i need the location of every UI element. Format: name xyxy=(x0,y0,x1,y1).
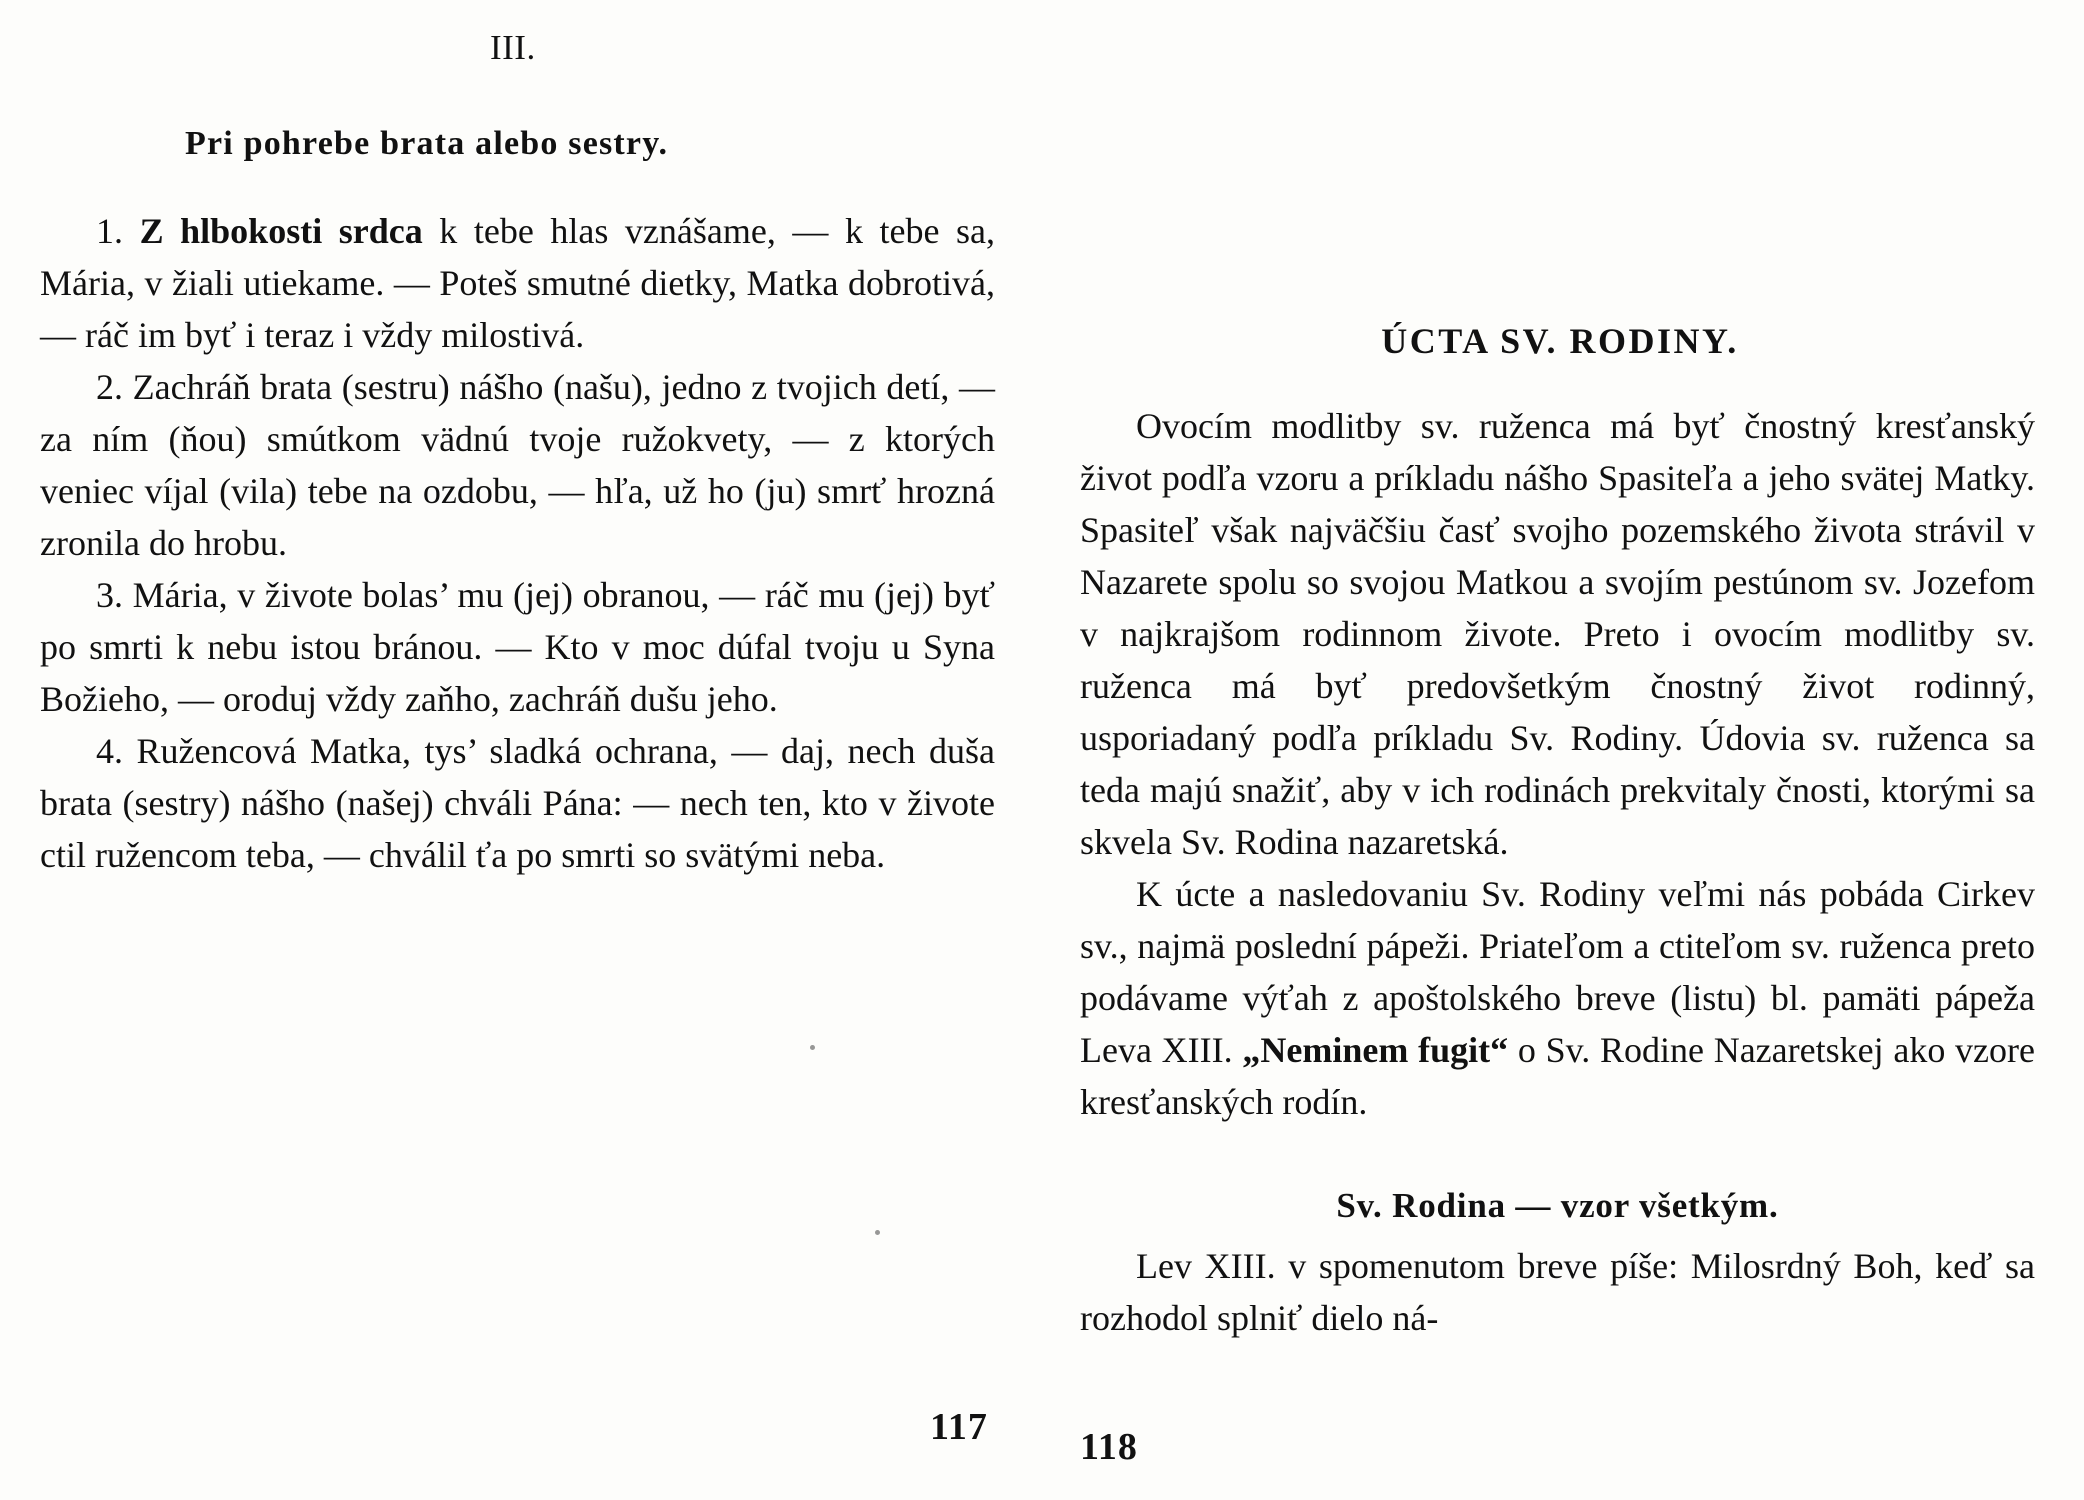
folio-right: 118 xyxy=(1080,1426,1138,1468)
emphasised-phrase: „Neminem fugit“ xyxy=(1242,1030,1509,1070)
paragraph: 1. Z hlbokosti srdca k tebe hlas vznášame, — k tebe sa, Mária, v žiali utiekame. — Poteš smutné dietky, Matka dobrotivá, — ráč im byť i teraz i vždy milostivá. xyxy=(40,211,996,355)
left-page-body xyxy=(40,205,995,881)
right-page-body-continued xyxy=(1080,1168,2035,1344)
right-page-subheading: Sv. Rodina — vzor všetkým. xyxy=(1336,1186,1779,1225)
emphasised-phrase: Z hlbokosti srdca xyxy=(139,211,423,251)
paragraph: 3. Mária, v živote bolas’ mu (jej) obranou, — ráč mu (jej) byť po smrti k nebu istou bránou. — Kto v moc dúfal tvoju u Syna Božieho, — oroduj vždy zaňho, zachráň dušu jeho. xyxy=(40,575,995,719)
right-page-body xyxy=(1080,400,2035,1128)
page-speck xyxy=(875,1230,880,1235)
paragraph: K úcte a nasledovaniu Sv. Rodiny veľmi nás pobáda Cirkev sv., najmä poslední pápeži. Priateľom a ctiteľom sv. ruženca preto podávame výťah z apoštolského breve (listu) bl. pamäti pápeža Leva XIII. „Neminem fugit“ o Sv. Rodine Nazaretskej ako vzore kresťanských rodín. xyxy=(1080,874,2035,1122)
paragraph: Lev XIII. v spomenutom breve píše: Milosrdný Boh, keď sa rozhodol splniť dielo ná- xyxy=(1080,1246,2035,1338)
folio-left: 117 xyxy=(930,1406,988,1448)
right-page-title: ÚCTA SV. RODINY. xyxy=(1381,321,1739,361)
left-page-column xyxy=(40,0,1000,1500)
paragraph: 2. Zachráň brata (sestru) nášho (našu), jedno z tvojich detí, — za ním (ňou) smútkom vädnú tvoje ružokvety, — z ktorých veniec víjal (vila) tebe na ozdobu, — hľa, už ho (ju) smrť hrozná zronila do hrobu. xyxy=(40,367,995,563)
section-number: III. xyxy=(490,28,536,67)
paragraph: Ovocím modlitby sv. ruženca má byť čnostný kresťanský život podľa vzoru a príkladu nášho Spasiteľa a jeho svätej Matky. Spasiteľ však najväčšiu časť svojho pozemského života strávil v Nazarete spolu so svojou Matkou a svojím pestúnom sv. Jozefom v najkrajšom rodinnom živote. Preto i ovocím modlitby sv. ruženca má byť predovšetkým čnostný život rodinný, usporiadaný podľa príkladu Sv. Rodiny. Údovia sv. ruženca sa teda majú snažiť, aby v ich rodinách prekvitaly čnosti, ktorými sa skvela Sv. Rodina nazaretská. xyxy=(1080,406,2035,862)
page-speck xyxy=(810,1045,815,1050)
paragraph: 4. Ružencová Matka, tys’ sladká ochrana, — daj, nech duša brata (sestry) nášho (našej) chváli Pána: — nech ten, kto v živote ctil ružencom teba, — chválil ťa po smrti so svätými neba. xyxy=(40,731,995,875)
right-page-column xyxy=(1080,0,2040,1500)
left-page-heading: Pri pohrebe brata alebo sestry. xyxy=(185,125,669,162)
